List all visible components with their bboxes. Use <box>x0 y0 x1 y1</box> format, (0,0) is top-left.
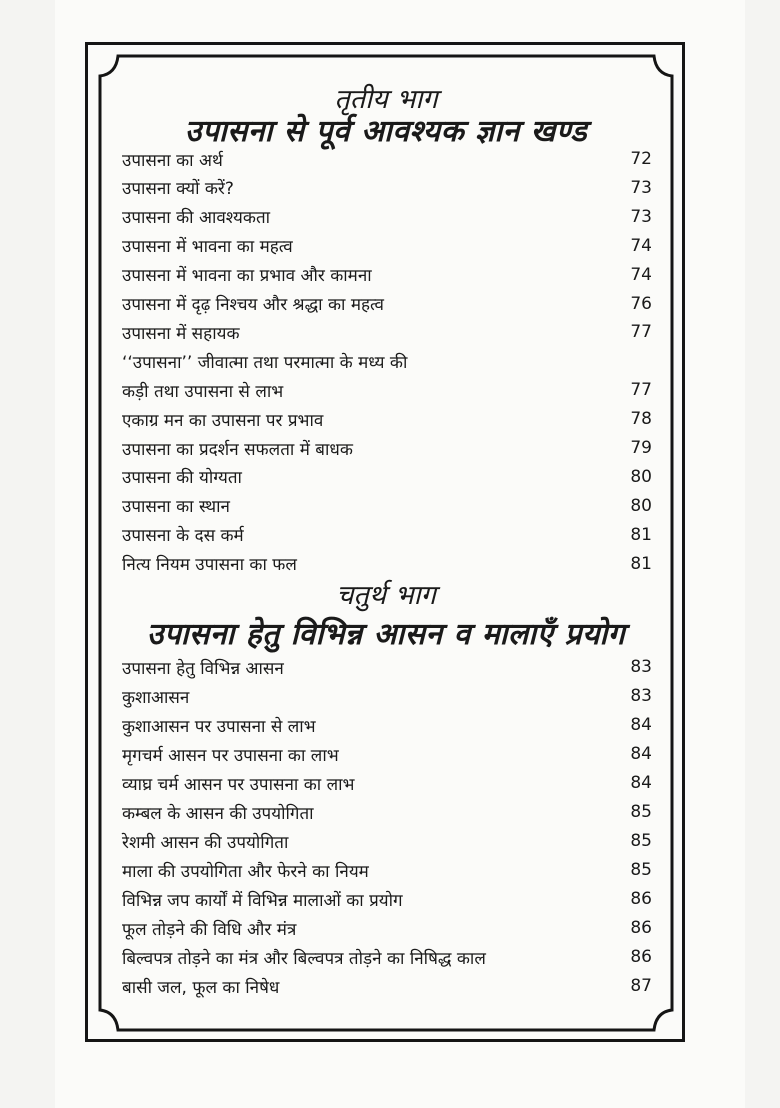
toc-entry <box>122 769 652 797</box>
toc-entry <box>122 145 652 173</box>
entry-label: रेशमी आसन की उपयोगिता <box>122 832 289 853</box>
entry-page-number: 74 <box>630 264 652 285</box>
entry-label: उपासना का अर्थ <box>122 150 223 171</box>
entry-label: उपासना में भावना का प्रभाव और कामना <box>122 266 372 287</box>
entry-label: व्याघ्र चर्म आसन पर उपासना का लाभ <box>122 774 355 795</box>
entry-page-number: 73 <box>630 177 652 198</box>
entry-page-number: 87 <box>630 976 652 996</box>
toc-entry <box>122 827 652 855</box>
toc-entry <box>122 550 652 578</box>
entry-page-number: 72 <box>630 149 652 169</box>
entry-label: कुशाआसन <box>122 687 190 708</box>
toc-entry <box>122 261 652 289</box>
entry-label: उपासना में भावना का महत्व <box>122 237 293 258</box>
entry-label: उपासना में सहायक <box>122 323 240 344</box>
toc-entry <box>122 174 652 202</box>
entry-page-number: 85 <box>630 802 652 822</box>
toc-entry <box>122 232 652 260</box>
entry-page-number: 86 <box>630 947 652 967</box>
entry-page-number: 83 <box>630 657 652 677</box>
toc-entry <box>122 463 652 491</box>
entry-label: फूल तोड़ने की विधि और मंत्र <box>122 919 297 940</box>
part-heading: तृतीय भाग <box>334 84 438 115</box>
entry-label: विभिन्न जप कार्यों में विभिन्न मालाओं का प्रयोग <box>122 890 403 911</box>
entry-page-number: 74 <box>630 235 652 256</box>
entry-page-number: 78 <box>630 409 652 430</box>
entry-page-number: 79 <box>630 438 652 458</box>
toc-entry <box>122 885 652 913</box>
entry-label: माला की उपयोगिता और फेरने का नियम <box>122 861 369 882</box>
entry-label: उपासना के दस कर्म <box>122 526 244 547</box>
entry-label: उपासना की आवश्यकता <box>122 208 271 229</box>
toc-entry <box>122 914 652 942</box>
toc-entry <box>122 711 652 739</box>
entry-page-number: 77 <box>630 322 652 343</box>
toc-entry <box>122 856 652 884</box>
section-title: उपासना से पूर्व आवश्यक ज्ञान खण्ड <box>184 114 588 149</box>
entry-page-number: 85 <box>630 831 652 851</box>
toc-entry <box>122 740 652 768</box>
entry-label: उपासना क्यों करें? <box>122 179 234 200</box>
toc-entry <box>122 492 652 520</box>
entry-page-number: 80 <box>630 466 652 487</box>
entry-page-number: 85 <box>630 860 652 880</box>
entry-label: उपासना का प्रदर्शन सफलता में बाधक <box>122 439 353 460</box>
toc-entry <box>122 405 652 433</box>
entry-label: मृगचर्म आसन पर उपासना का लाभ <box>122 745 339 766</box>
entry-page-number: 86 <box>630 918 652 938</box>
entry-page-number: 73 <box>630 206 652 227</box>
entry-label: नित्य नियम उपासना का फल <box>122 555 297 576</box>
entry-page-number: 76 <box>630 293 652 314</box>
entry-label: उपासना हेतु विभिन्न आसन <box>122 658 284 679</box>
entry-label: उपासना में दृढ़ निश्चय और श्रद्धा का महत्व <box>122 295 384 315</box>
entry-page-number: 84 <box>630 773 652 793</box>
toc-entry <box>122 682 652 710</box>
entry-page-number: 86 <box>630 889 652 909</box>
entry-page-number: 77 <box>630 380 652 401</box>
toc-entry <box>122 318 652 346</box>
entry-page-number: 84 <box>630 744 652 764</box>
entry-page-number: 80 <box>630 495 652 516</box>
entry-label: कुशाआसन पर उपासना से लाभ <box>122 716 316 737</box>
toc-entry <box>122 290 652 318</box>
entry-label: बासी जल, फूल का निषेध <box>122 977 280 998</box>
entry-label: कम्बल के आसन की उपयोगिता <box>122 803 314 824</box>
toc-entry <box>122 203 652 231</box>
part-heading: चतुर्थ भाग <box>336 580 436 611</box>
section-title: उपासना हेतु विभिन्न आसन व मालाएँ प्रयोग <box>146 617 626 652</box>
entry-label: उपासना का स्थान <box>122 497 230 518</box>
toc-entry <box>122 376 652 404</box>
entry-label: एकाग्र मन का उपासना पर प्रभाव <box>122 410 324 431</box>
toc-entry <box>122 521 652 549</box>
entry-page-number: 81 <box>630 553 652 574</box>
toc-entry <box>122 653 652 681</box>
entry-page-number: 83 <box>630 686 652 706</box>
entry-label: बिल्वपत्र तोड़ने का मंत्र और बिल्वपत्र तोड़ने का निषिद्ध काल <box>122 948 486 969</box>
entry-label: ‘‘उपासना’’ जीवात्मा तथा परमात्मा के मध्य की <box>122 352 408 373</box>
entry-label: उपासना की योग्यता <box>122 468 242 489</box>
entry-label: कड़ी तथा उपासना से लाभ <box>122 381 284 402</box>
toc-entry <box>122 347 652 375</box>
entry-page-number: 81 <box>630 524 652 545</box>
toc-entry <box>122 798 652 826</box>
toc-entry <box>122 434 652 462</box>
toc-entry <box>122 943 652 971</box>
entry-page-number: 84 <box>630 715 652 735</box>
toc-entry <box>122 972 652 1000</box>
